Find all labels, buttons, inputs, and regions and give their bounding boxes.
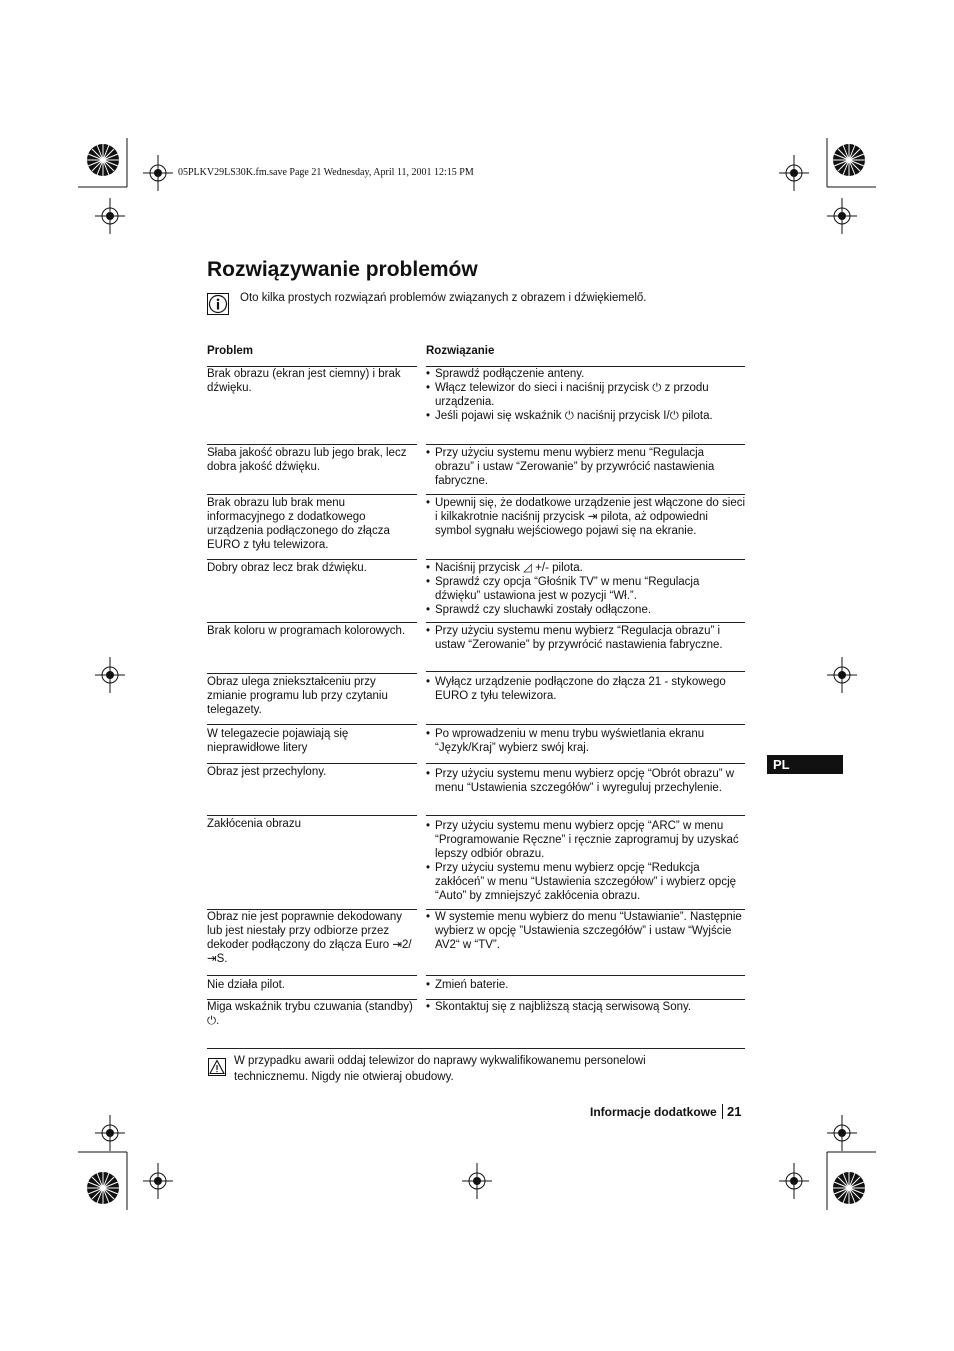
- registration-target-icon: [462, 1163, 492, 1199]
- solution-item: • Naciśnij przycisk ◿ +/- pilota.: [426, 561, 746, 575]
- registration-target-icon: [827, 657, 857, 693]
- registration-target-icon: [143, 1163, 173, 1199]
- registration-target-icon: [95, 1115, 125, 1151]
- solution-item: • Jeśli pojawi się wskaźnik ⏻ naciśnij przycisk I/⏻ pilota.: [426, 409, 746, 423]
- solution-item: • Zmień baterie.: [426, 978, 746, 992]
- solution-item: • Przy użyciu systemu menu wybierz “Regulacja obrazu” i ustaw “Zerowanie” by przywrócić nastawienia fabryczne.: [426, 624, 746, 652]
- solution-item: • Przy użyciu systemu menu wybierz opcję “Redukcja zakłóceń” w menu “Ustawienia szczegółow” i wybierz opcję “Auto” by zmniejszyć zakłócenia obrazu.: [426, 861, 746, 903]
- problem-cell: Brak obrazu lub brak menu informacyjnego z dodatkowego urządzenia podłączonego do złącza EURO z tyłu telewizora.: [207, 497, 390, 551]
- star-target-icon: [832, 1171, 866, 1205]
- problem-cell: Brak obrazu (ekran jest ciemny) i brak dźwięku.: [207, 368, 401, 394]
- problem-cell: Słaba jakość obrazu lub jego brak, lecz dobra jakość dźwięku.: [207, 447, 407, 473]
- star-target-icon: [832, 143, 866, 177]
- problem-cell: Dobry obraz lecz brak dźwięku.: [207, 562, 367, 574]
- star-target-icon: [86, 143, 120, 177]
- solution-item: • Przy użyciu systemu menu wybierz menu “Regulacja obrazu” i ustaw “Zerowanie” by przywrócić nastawienia fabryczne.: [426, 446, 746, 488]
- solution-item: • Sprawdź czy opcja “Głośnik TV” w menu “Regulacja dźwięku” ustawiona jest w pozycji “Wł.”.: [426, 575, 746, 603]
- registration-target-icon: [827, 1115, 857, 1151]
- problem-cell: W telegazecie pojawiają się nieprawidłowe litery: [207, 728, 349, 754]
- problem-cell: Miga wskaźnik trybu czuwania (standby) ⏻.: [207, 1001, 413, 1027]
- footer-section-title: Informacje dodatkowe: [590, 1105, 717, 1119]
- registration-target-icon: [827, 198, 857, 234]
- registration-target-icon: [779, 1163, 809, 1199]
- solution-item: • Przy użyciu systemu menu wybierz opcję “ARC” w menu “Programowanie Ręczne” i ręcznie zaprogramuj by uzyskać lepszy odbiór obrazu.: [426, 819, 746, 861]
- column-header-problem: Problem: [207, 345, 254, 357]
- solution-item: • Wyłącz urządzenie podłączone do złącza 21 - stykowego EURO z tyłu telewizora.: [426, 675, 746, 703]
- solution-item: • W systemie menu wybierz do menu “Ustawianie”. Następnie wybierz w opcję ”Ustawienia szczegółów” i ustaw “Wyjście AV2“ w “TV”.: [426, 910, 746, 952]
- registration-target-icon: [95, 198, 125, 234]
- intro-text: Oto kilka prostych rozwiązań problemów związanych z obrazem i dźwiękiemelő.: [240, 292, 647, 304]
- problem-cell: Zakłócenia obrazu: [207, 818, 301, 830]
- problem-cell: Brak koloru w programach kolorowych.: [207, 625, 406, 637]
- registration-target-icon: [95, 657, 125, 693]
- star-target-icon: [86, 1171, 120, 1205]
- problem-cell: Nie działa pilot.: [207, 979, 285, 991]
- problem-cell: Obraz jest przechylony.: [207, 766, 327, 778]
- solution-item: • Włącz telewizor do sieci i naciśnij przycisk ⏻ z przodu urządzenia.: [426, 381, 746, 409]
- page-title: Rozwiązywanie problemów: [207, 258, 478, 281]
- language-tab: PL: [767, 755, 843, 774]
- solution-item: • Po wprowadzeniu w menu trybu wyświetlania ekranu “Język/Kraj” wybierz swój kraj.: [426, 727, 746, 755]
- solution-item: • Skontaktuj się z najbliższą stacją serwisową Sony.: [426, 1000, 746, 1014]
- problem-cell: Obraz nie jest poprawnie dekodowany lub jest niestały przy odbiorze przez dekoder podłączony do złącza Euro ⇥2/⇥S.: [207, 911, 412, 965]
- warning-text: W przypadku awarii oddaj telewizor do naprawy wykwalifikowanemu personelowi technicznemu. Nigdy nie otwieraj obudowy.: [234, 1055, 646, 1083]
- registration-target-icon: [143, 155, 173, 191]
- registration-target-icon: [779, 155, 809, 191]
- problem-cell: Obraz ulega zniekształceniu przy zmianie programu lub przy czytaniu telegazety.: [207, 676, 388, 716]
- file-info-line: 05PLKV29LS30K.fm.save Page 21 Wednesday, April 11, 2001 12:15 PM: [178, 167, 474, 178]
- column-header-solution: Rozwiązanie: [426, 345, 495, 357]
- page-number: 21: [722, 1104, 741, 1119]
- solution-item: • Przy użyciu systemu menu wybierz opcję “Obrót obrazu” w menu “Ustawienia szczegółów” i wyreguluj przechylenie.: [426, 767, 746, 795]
- solution-item: • Sprawdź czy sluchawki zostały odłączone.: [426, 603, 746, 617]
- solution-item: • Upewnij się, że dodatkowe urządzenie jest włączone do sieci i kilkakrotnie naciśnij przycisk ⇥ pilota, aż odpowiedni symbol sygnału wejściowego pojawi się na ekranie.: [426, 496, 746, 538]
- solution-item: • Sprawdź podłączenie anteny.: [426, 367, 746, 381]
